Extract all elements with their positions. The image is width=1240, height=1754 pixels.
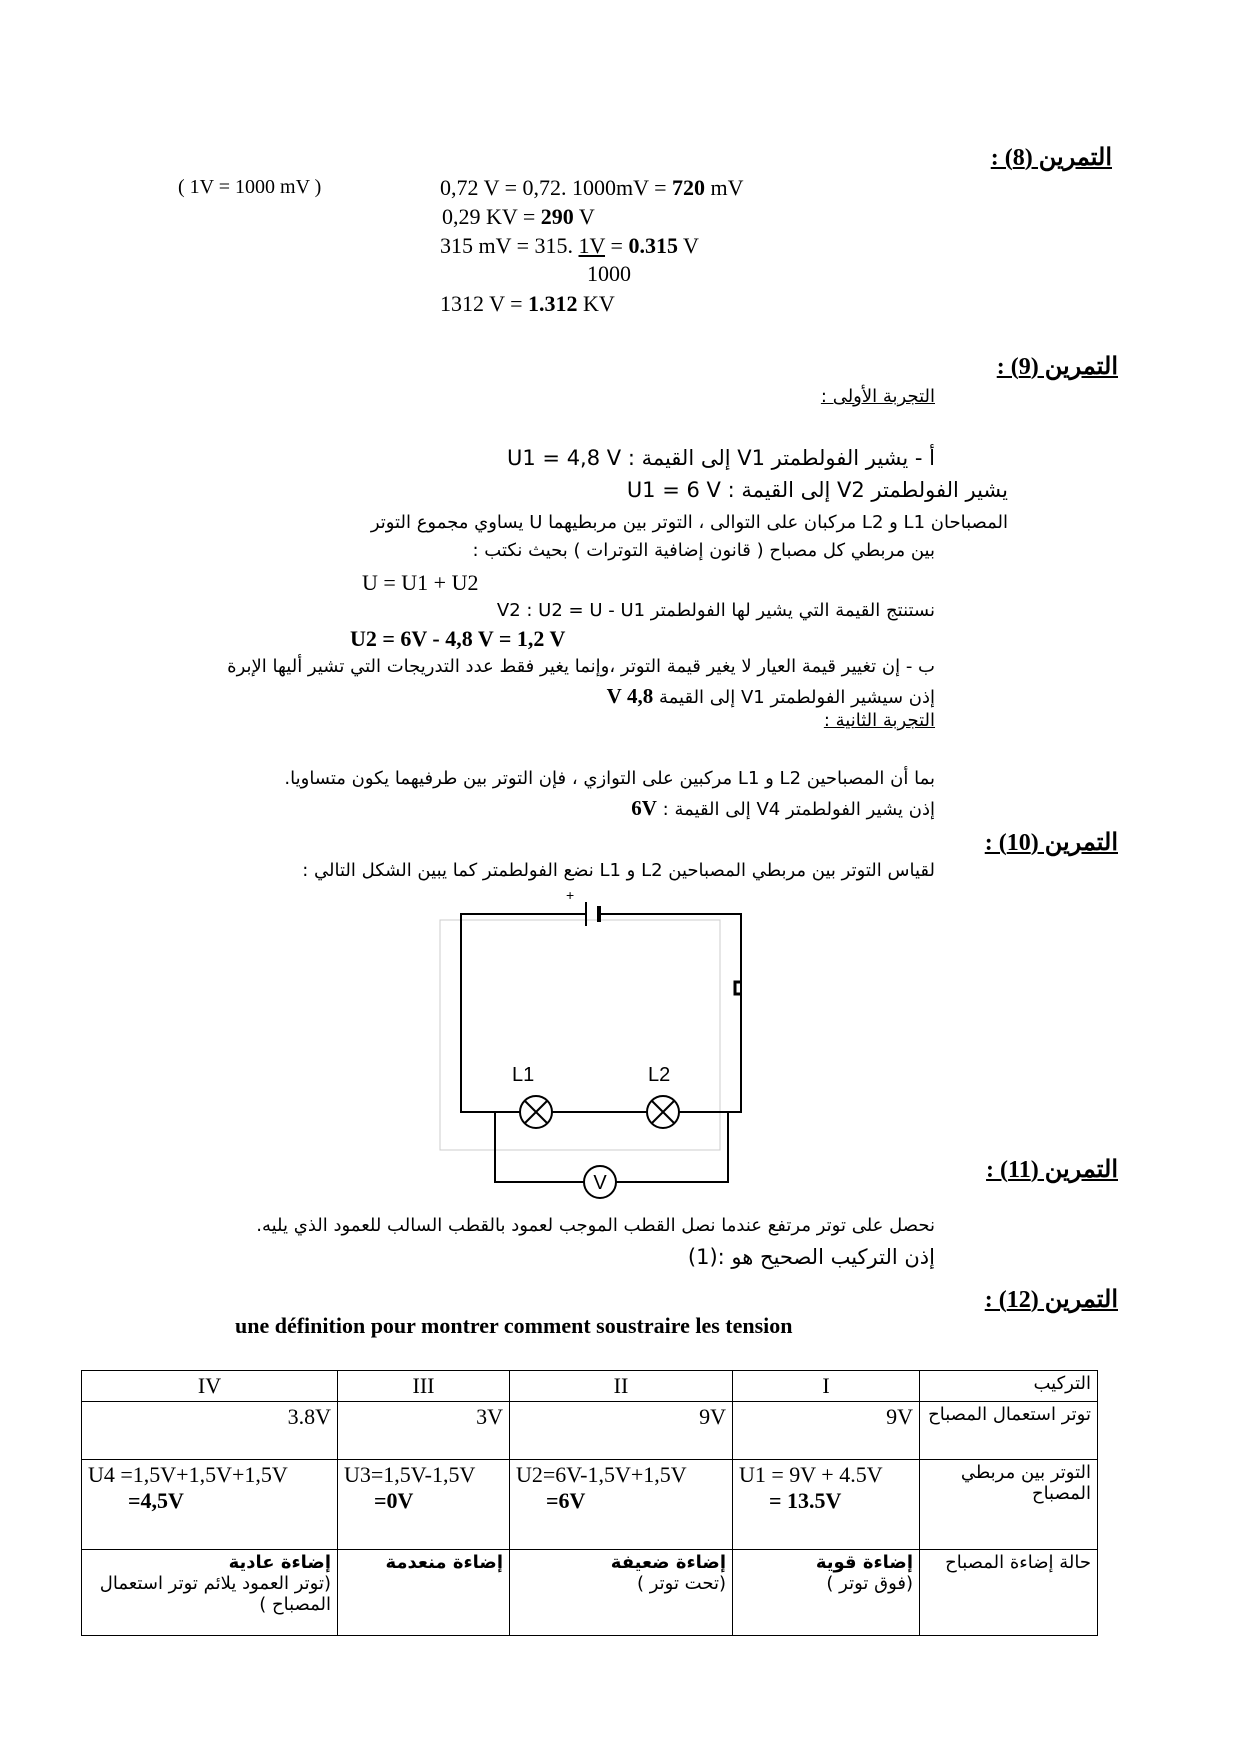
ex8-line4-unit: KV	[577, 291, 615, 316]
formula-u2: U2=6V-1,5V+1,5V	[516, 1462, 687, 1487]
ex8-line4-text: 1312 V =	[440, 291, 528, 316]
table-cell-usage-iv: 3.8V	[82, 1402, 338, 1460]
battery-plus-label: +	[566, 890, 575, 903]
table-label-brightness: حالة إضاءة المصباح	[920, 1550, 1098, 1636]
table-cell-brightness-iv	[82, 1550, 338, 1636]
table-cell-usage-ii: 9V	[510, 1402, 733, 1460]
ex9-u2-result: U2 = 6V - 4,8 V = 1,2 V	[350, 626, 566, 651]
lamp-l1-label: L1	[512, 1064, 535, 1086]
table-cell-voltage-ii	[510, 1460, 733, 1550]
ex8-line3-numerator: 1V	[578, 233, 606, 258]
ex11-text: نحصل على توتر مرتفع عندما نصل القطب الموجب لعمود بالقطب السالب للعمود الذي يليه.	[256, 1215, 935, 1236]
ex8-line3	[440, 233, 699, 259]
brightness-note-iv: (توتر العمود يلائم توتر استعمال المصباح )	[99, 1573, 331, 1615]
table-header-ii: II	[510, 1371, 733, 1402]
brightness-i: إضاءة قوية	[815, 1552, 913, 1573]
lamp-l2-label: L2	[648, 1064, 671, 1086]
result-u4: =4,5V	[128, 1488, 184, 1513]
ex9-experiment2-heading: التجربة الثانية :	[823, 710, 935, 731]
voltmeter-label: V	[593, 1172, 607, 1194]
ex9-v1-conclusion	[607, 684, 935, 709]
table-header-i: I	[733, 1371, 920, 1402]
ex8-line3-denominator: 1000	[587, 261, 631, 286]
table-row-lamp-voltage	[82, 1460, 1098, 1550]
ex9-series-text: المصباحان L1 و L2 مركبان على التوالى ، التوتر بين مربطيهما U يساوي مجموع التوتر	[370, 512, 1008, 533]
ex8-note: ( 1V = 1000 mV )	[178, 176, 322, 198]
ex8-line4-value: 1.312	[528, 291, 578, 316]
table-cell-usage-iii: 3V	[338, 1402, 510, 1460]
ex8-line3-value: 0.315	[628, 233, 678, 258]
ex9-part-a: أ - يشير الفولطمتر V1 إلى القيمة : U1 = 4,8 V	[507, 446, 935, 470]
ex12-title: التمرين (12) :	[984, 1287, 1118, 1313]
ex10-text: لقياس التوتر بين مربطي المصباحين L2 و L1 نضع الفولطمتر كما يبين الشكل التالي :	[302, 860, 935, 881]
ex9-v1-value: 4,8 V	[606, 684, 654, 708]
ex9-v4-conclusion-text: إذن يشير الفولطمتر V4 إلى القيمة :	[656, 799, 935, 820]
result-u3: =0V	[374, 1488, 414, 1513]
brightness-note-ii: (تحت توتر )	[636, 1573, 726, 1594]
table-label-voltage: التوتر بين مربطي المصباح	[920, 1460, 1098, 1550]
ex8-line1-text: 0,72 V = 0,72. 1000mV =	[440, 175, 673, 200]
ex8-line1-unit: mV	[705, 175, 744, 200]
ex9-law-text: بين مربطي كل مصباح ( قانون إضافية التوترات ) بحيث نكتب :	[472, 540, 935, 561]
ex9-v4-value: 6V	[631, 796, 657, 820]
table-cell-voltage-iv	[82, 1460, 338, 1550]
table-row-usage-voltage	[82, 1402, 1098, 1460]
ex8-line1	[440, 175, 744, 201]
table-cell-brightness-iii	[338, 1550, 510, 1636]
brightness-note-i: (فوق توتر )	[826, 1573, 913, 1594]
table-label-usage: توتر استعمال المصباح	[920, 1402, 1098, 1460]
ex9-v1-conclusion-text: إذن سيشير الفولطمتر V1 إلى القيمة	[653, 687, 935, 708]
ex8-line1-value: 720	[672, 175, 706, 200]
ex9-v2-reading: يشير الفولطمتر V2 إلى القيمة : U1 = 6 V	[626, 478, 1008, 502]
brightness-iv: إضاءة عادية	[228, 1552, 331, 1573]
ex8-line3-text: 315 mV = 315.	[440, 233, 579, 258]
ex9-v4-conclusion	[631, 796, 935, 821]
ex8-line3-eq: =	[605, 233, 629, 258]
ex8-line2-text: 0,29 KV =	[442, 204, 541, 229]
table-cell-brightness-i	[733, 1550, 920, 1636]
table-cell-brightness-ii	[510, 1550, 733, 1636]
brightness-iii: إضاءة منعدمة	[385, 1552, 503, 1573]
ex11-answer: إذن التركيب الصحيح هو :(1)	[687, 1245, 935, 1269]
table-cell-voltage-iii	[338, 1460, 510, 1550]
results-table	[81, 1370, 1098, 1636]
result-u2: =6V	[546, 1488, 586, 1513]
table-row-brightness	[82, 1550, 1098, 1636]
table-header-iii: III	[338, 1371, 510, 1402]
ex11-title: التمرين (11) :	[986, 1157, 1118, 1183]
formula-u3: U3=1,5V-1,5V	[344, 1462, 476, 1487]
formula-u1: U1 = 9V + 4.5V	[739, 1462, 883, 1487]
ex8-line2-value: 290	[540, 204, 574, 229]
ex9-parallel-text: بما أن المصباحين L2 و L1 مركبين على التوازي ، فإن التوتر بين طرفيهما يكون متساويا.	[284, 768, 935, 789]
brightness-ii: إضاءة ضعيفة	[610, 1552, 726, 1573]
ex9-deduce-text: نستنتج القيمة التي يشير لها الفولطمتر V2 : U2 = U - U1	[496, 600, 935, 621]
ex9-formula-sum: U = U1 + U2	[362, 570, 479, 595]
ex9-title: التمرين (9) :	[996, 354, 1118, 380]
ex8-line2-unit: V	[573, 204, 595, 229]
circuit-diagram	[420, 890, 790, 1200]
table-cell-voltage-i	[733, 1460, 920, 1550]
ex9-experiment1-heading: التجربة الأولى :	[820, 386, 935, 407]
ex8-line3-unit: V	[677, 233, 699, 258]
table-header-row	[82, 1371, 1098, 1402]
ex9-part-b: ب - إن تغيير قيمة العيار لا يغير قيمة التوتر ،وإنما يغير فقط عدد التدريجات التي تشير أليها الإبرة	[227, 656, 935, 677]
ex10-title: التمرين (10) :	[984, 830, 1118, 856]
formula-u4: U4 =1,5V+1,5V+1,5V	[88, 1462, 288, 1487]
table-header-label: التركيب	[920, 1371, 1098, 1402]
ex8-title: التمرين (8) :	[990, 145, 1112, 171]
ex12-subtitle: une définition pour montrer comment soustraire les tension	[235, 1313, 793, 1338]
table-header-iv: IV	[82, 1371, 338, 1402]
table-cell-usage-i: 9V	[733, 1402, 920, 1460]
ex8-line4	[440, 291, 615, 317]
result-u1: = 13.5V	[769, 1488, 842, 1513]
ex8-line2	[442, 204, 595, 230]
